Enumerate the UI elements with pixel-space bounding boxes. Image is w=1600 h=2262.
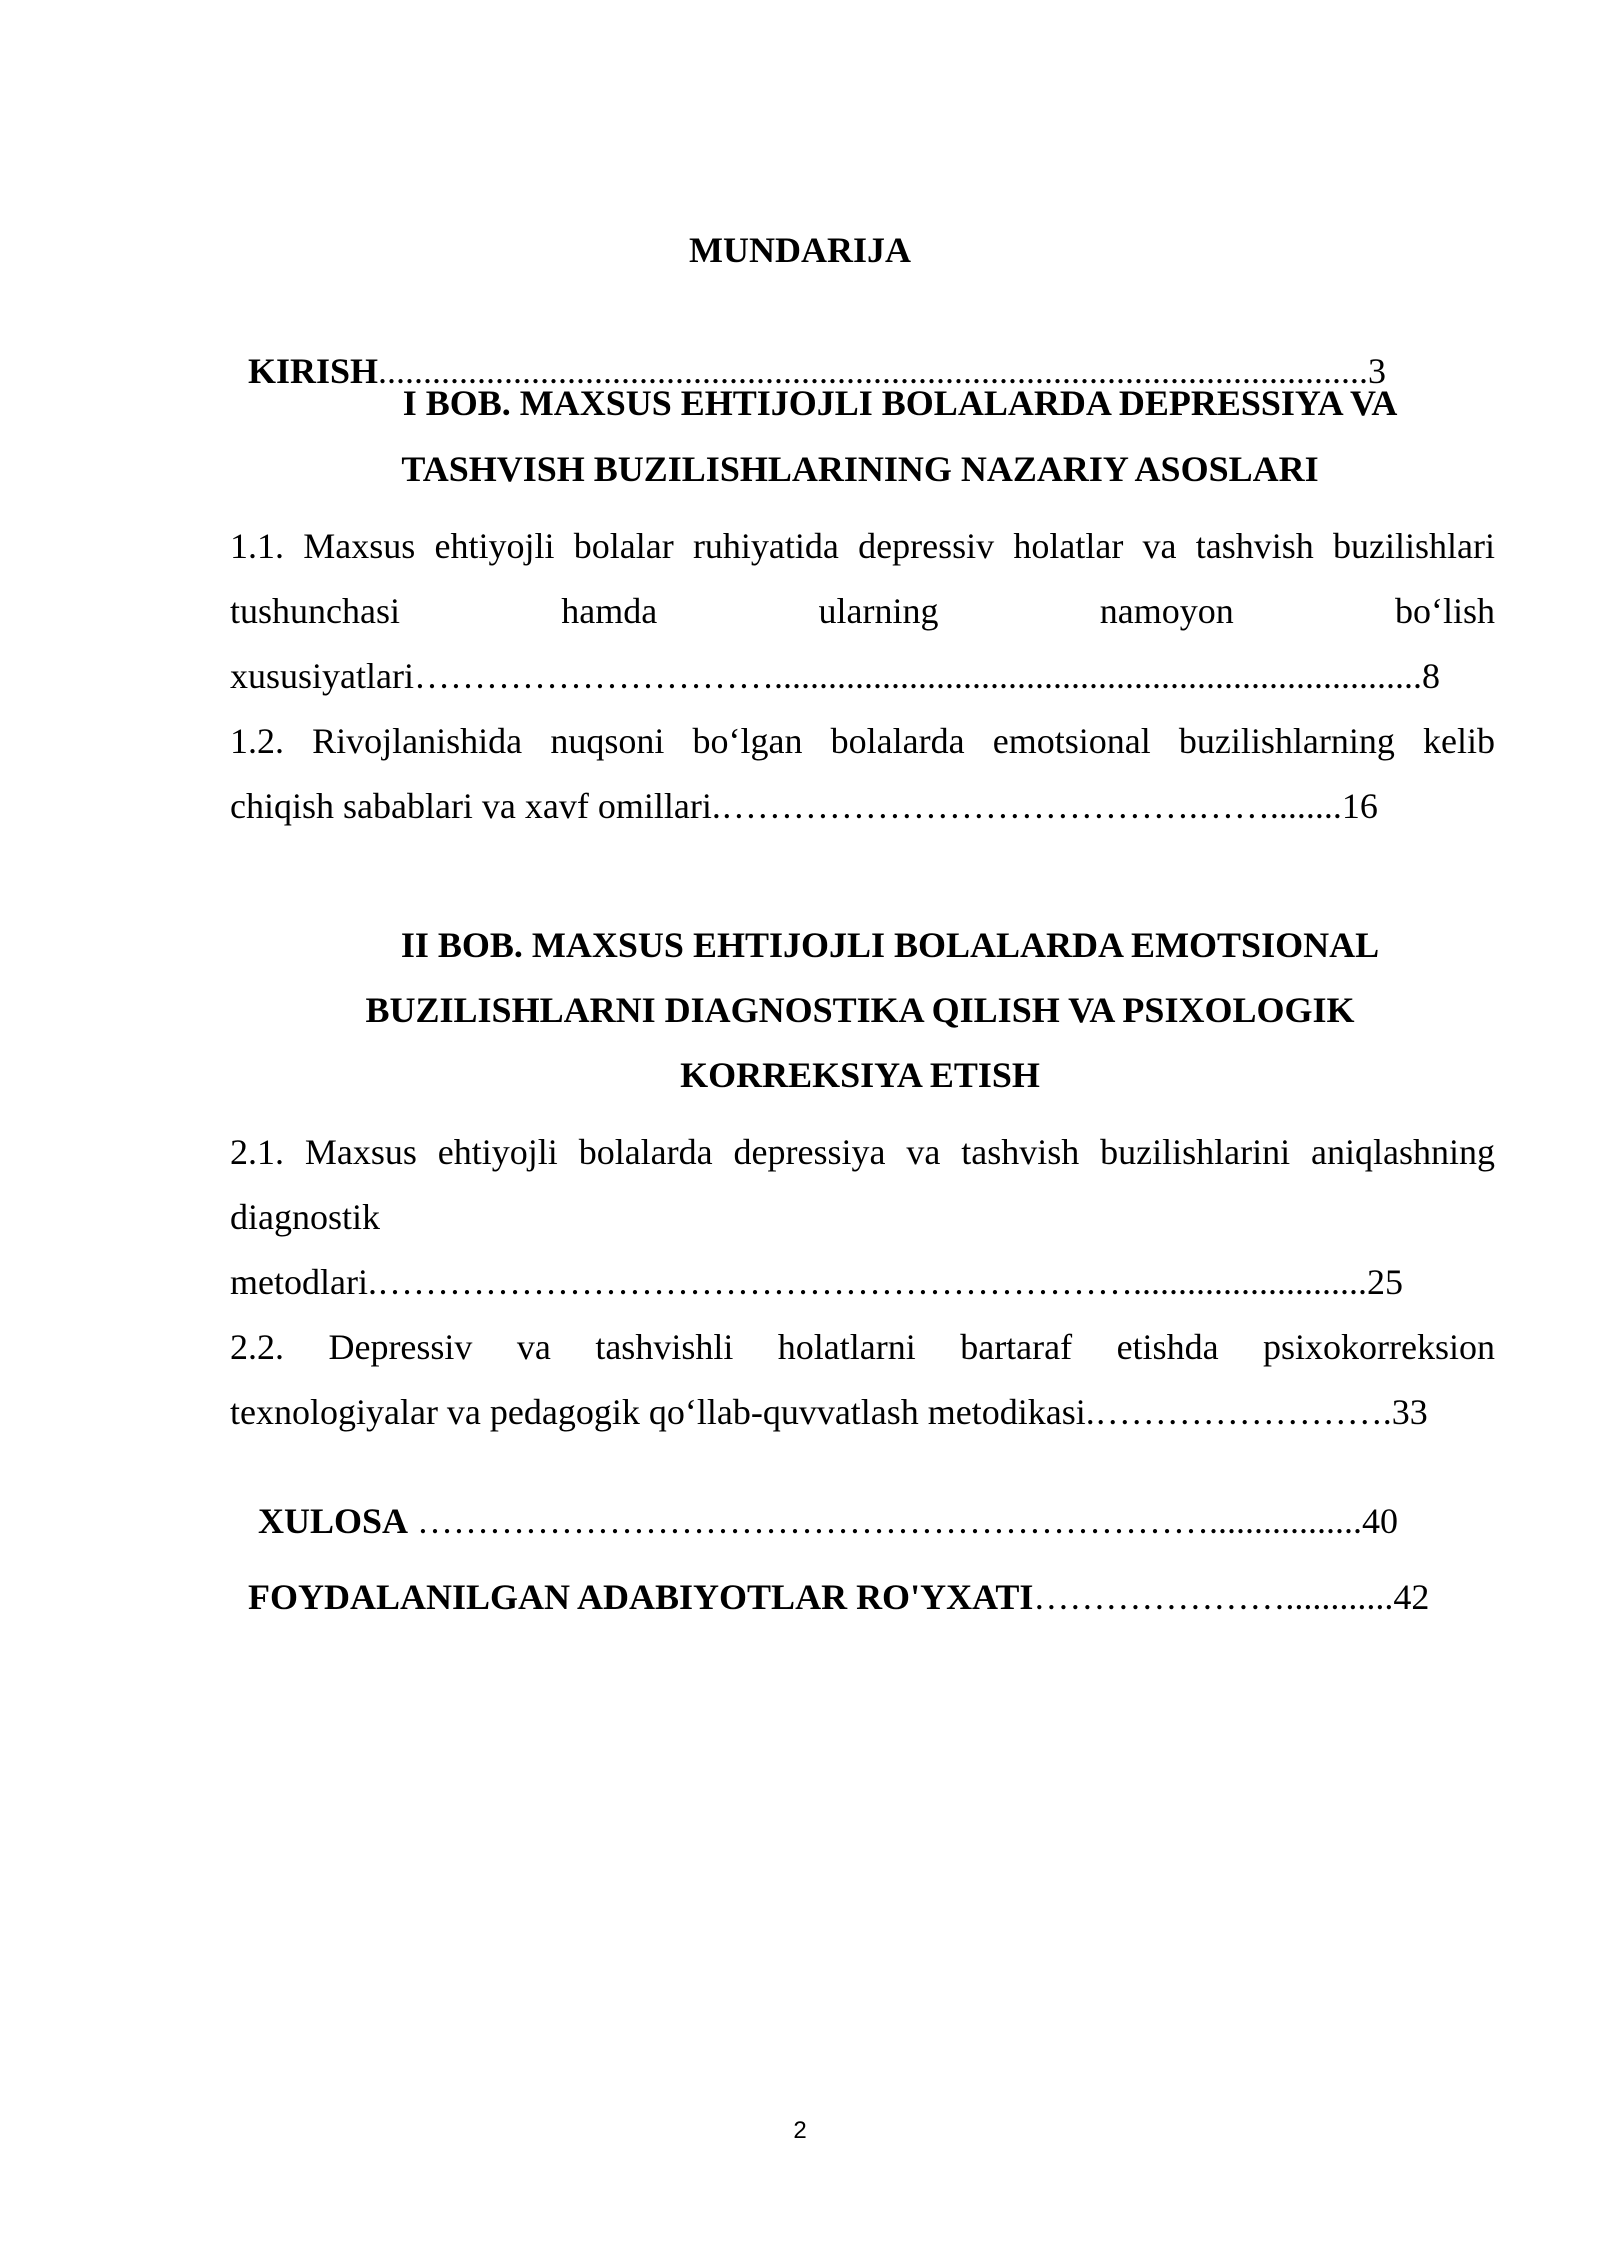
toc-entry-kirish (230, 305, 1386, 393)
xulosa-leader: ………………………………………………………….................40 (408, 1501, 1399, 1541)
section-1-2-line2: chiqish sabablari va xavf omillari.………………………………….……........16 (230, 786, 1378, 826)
xulosa-label: XULOSA (258, 1501, 409, 1541)
section-2-1-line2: diagnostik (230, 1197, 380, 1237)
section-1-1-line3: xususiyatlari…………………………........................................................................8 (230, 656, 1440, 696)
page-number: 2 (793, 2117, 807, 2144)
chapter-2-heading-line1: II BOB. MAXSUS EHTIJOJLI BOLALARDA EMOTSIONAL (400, 925, 1380, 965)
chapter-1-heading-line1: I BOB. MAXSUS EHTIJOJLI BOLALARDA DEPRESSIYA VA (402, 383, 1398, 423)
section-2-2-line1: 2.2. Depressiv va tashvishli holatlarni bartaraf etishda psixokorreksion (230, 1327, 1495, 1367)
toc-title: MUNDARIJA (689, 230, 911, 270)
section-1-2-line1: 1.2. Rivojlanishida nuqsoni bo‘lgan bolalarda emotsional buzilishlarning kelib (230, 721, 1495, 761)
chapter-1-heading-line2: TASHVISH BUZILISHLARINING NAZARIY ASOSLARI (401, 449, 1319, 489)
section-2-1-line3: metodlari.………………………………………………………..........................25 (230, 1262, 1403, 1302)
kirish-leader: ..............................................................................................................3 (378, 351, 1387, 391)
chapter-2-heading-line3: KORREKSIYA ETISH (680, 1055, 1040, 1095)
toc-entry-xulosa (240, 1455, 1398, 1543)
section-1-1-line1: 1.1. Maxsus ehtiyojli bolalar ruhiyatida depressiv holatlar va tashvish buzilishlari (230, 526, 1495, 566)
toc-entry-foydalanilgan (230, 1531, 1429, 1619)
chapter-2-heading-line2: BUZILISHLARNI DIAGNOSTIKA QILISH VA PSIXOLOGIK (365, 990, 1355, 1030)
foydalanilgan-leader: …………………............42 (1033, 1577, 1430, 1617)
kirish-label: KIRISH (248, 351, 379, 391)
section-2-1-line1: 2.1. Maxsus ehtiyojli bolalarda depressiya va tashvish buzilishlarini aniqlashning (230, 1132, 1495, 1172)
section-1-1-line2: tushunchasi hamda ularning namoyon bo‘lish (230, 591, 1495, 631)
section-2-2-line2: texnologiyalar va pedagogik qo‘llab-quvvatlash metodikasi.…………………….33 (230, 1392, 1428, 1432)
foydalanilgan-label: FOYDALANILGAN ADABIYOTLAR RO'YXATI (248, 1577, 1034, 1617)
